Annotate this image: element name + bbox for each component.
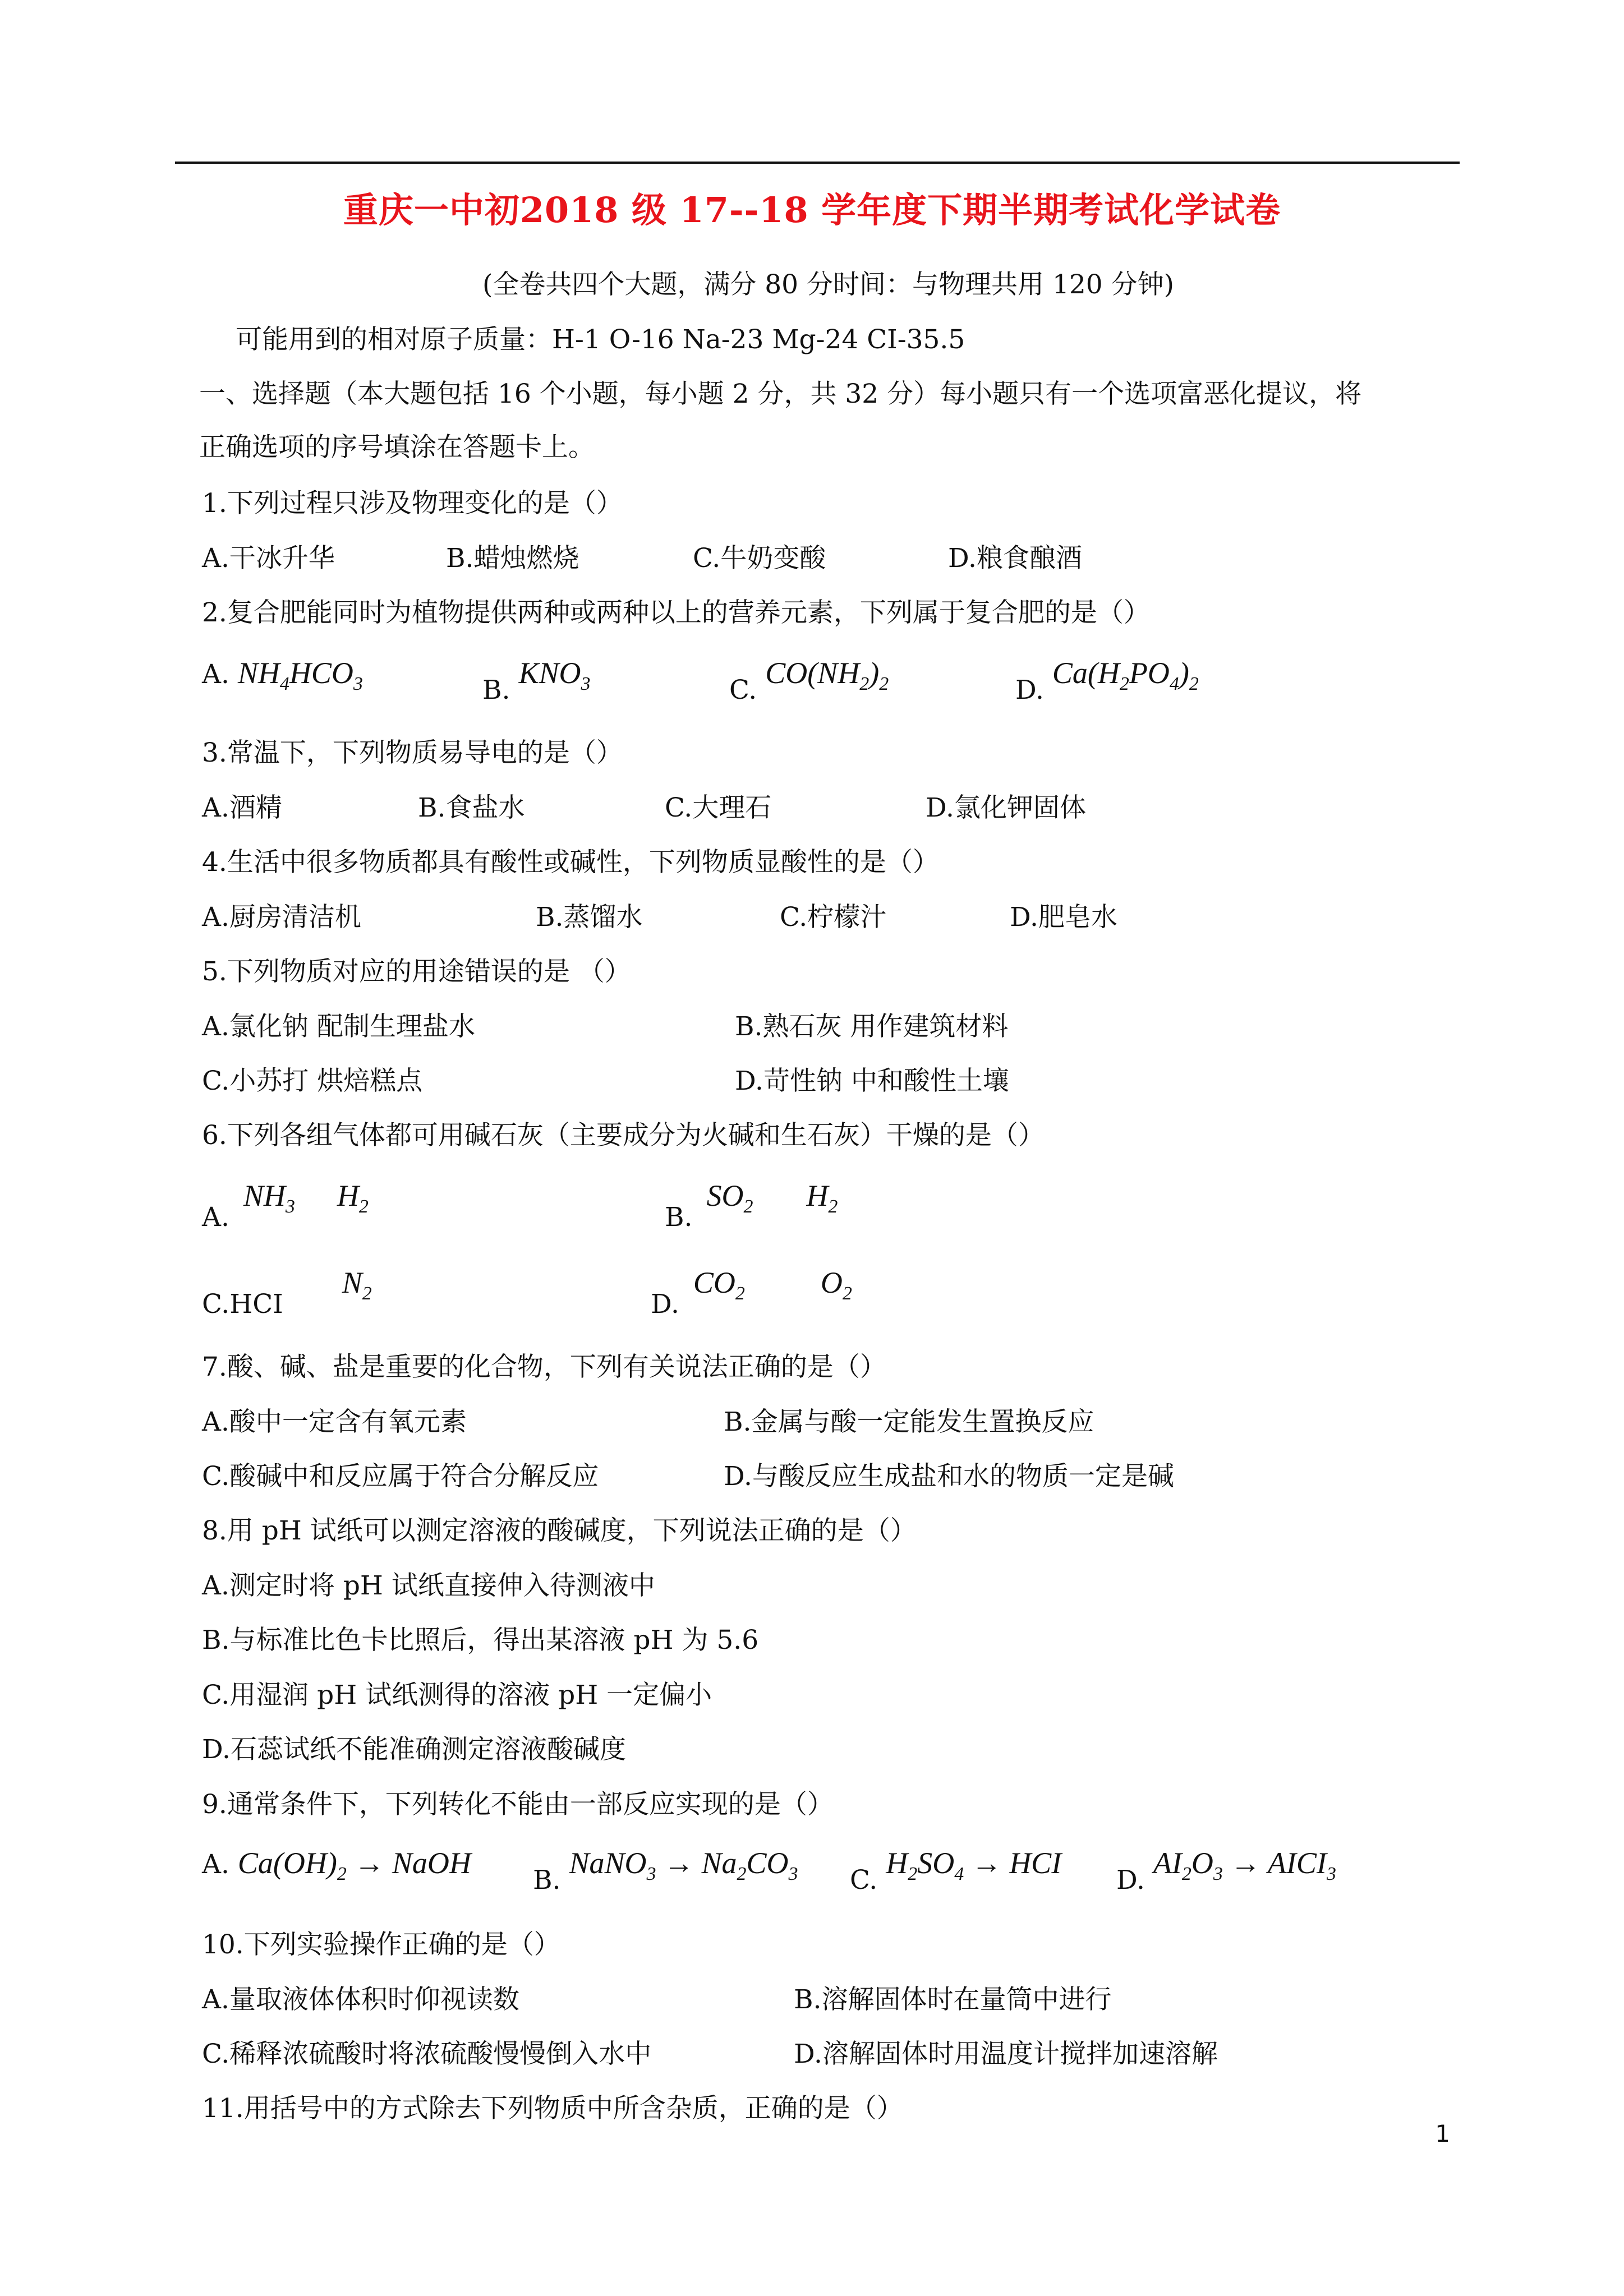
question-11-stem: 11.用括号中的方式除去下列物质中所含杂质，正确的是（） — [202, 2093, 903, 2124]
question-5-stem: 5.下列物质对应的用途错误的是 （） — [202, 956, 631, 987]
question-9-option-a — [202, 1845, 471, 1886]
question-4-option-a: A.厨房清洁机 — [202, 902, 361, 933]
option-label: D. — [1015, 675, 1044, 706]
question-8-option-c: C.用湿润 pH 试纸测得的溶液 pH 一定偏小 — [202, 1680, 712, 1711]
question-1-option-d: D.粮食酿酒 — [948, 543, 1082, 574]
question-1-option-b: B.蜡烛燃烧 — [446, 543, 579, 574]
question-10-option-a: A.量取液体体积时仰视读数 — [202, 1984, 519, 2015]
formula-co2: $CO_2$ — [693, 1266, 745, 1304]
question-3-option-a: A.酒精 — [202, 792, 282, 823]
question-3-option-d: D.氯化钾固体 — [926, 792, 1086, 823]
section-intro-line1: 一、选择题（本大题包括 16 个小题，每小题 2 分，共 32 分）每小题只有一个选项富恶化提议，将 — [199, 379, 1362, 409]
question-1-option-a: A.干冰升华 — [202, 543, 335, 574]
formula-urea: $CO(NH_2)_2$ — [765, 656, 889, 694]
question-2-option-d — [1015, 655, 1199, 706]
question-8-option-a: A.测定时将 pH 试纸直接伸入待测液中 — [202, 1570, 655, 1601]
option-label: A. — [202, 1849, 229, 1880]
question-6-stem: 6.下列各组气体都可用碱石灰（主要成分为火碱和生石灰）干燥的是（） — [202, 1120, 1045, 1151]
option-label: C. — [850, 1865, 878, 1896]
formula-caoh2-to-naoh: $Ca(OH)_2$ → NaOH — [237, 1846, 471, 1884]
option-label: A. — [202, 1202, 229, 1233]
formula-so2: $SO_2$ — [706, 1179, 753, 1217]
formula-h2: $H_2$ — [337, 1179, 369, 1217]
question-8-option-b: B.与标准比色卡比照后，得出某溶液 pH 为 5.6 — [202, 1625, 759, 1656]
question-6-option-b — [665, 1178, 838, 1233]
option-label: B. — [665, 1202, 693, 1233]
option-label: C. — [729, 675, 757, 706]
formula-h2so4-to-hci: $H_2SO_4$ → HCI — [886, 1846, 1062, 1884]
formula-ai2o3-to-aici3: $AI_2O_3$ → $AICI_3$ — [1153, 1846, 1336, 1884]
option-label: C.HCI — [202, 1289, 283, 1320]
formula-nh3: $NH_3$ — [243, 1179, 295, 1217]
question-7-option-b: B.金属与酸一定能发生置换反应 — [724, 1407, 1094, 1437]
question-3-stem: 3.常温下，下列物质易导电的是（） — [202, 737, 623, 768]
question-5-option-d: D.苛性钠 中和酸性土壤 — [735, 1066, 1009, 1096]
question-10-option-b: B.溶解固体时在量筒中进行 — [794, 1984, 1112, 2015]
formula-n2: $N_2$ — [342, 1266, 372, 1304]
question-10-stem: 10.下列实验操作正确的是（） — [202, 1929, 560, 1960]
exam-subtitle: (全卷共四个大题，满分 80 分时间：与物理共用 120 分钟) — [482, 269, 1174, 300]
option-label: D. — [1116, 1865, 1145, 1896]
question-5-option-a: A.氯化钠 配制生理盐水 — [202, 1011, 475, 1042]
question-10-option-c: C.稀释浓硫酸时将浓硫酸慢慢倒入水中 — [202, 2039, 652, 2069]
question-3-option-c: C.大理石 — [665, 792, 772, 823]
question-9-option-d — [1116, 1845, 1336, 1896]
question-6-option-d — [651, 1265, 852, 1320]
page-title: 重庆一中初2018 级 17--18 学年度下期半期考试化学试卷 — [343, 190, 1281, 230]
formula-ca-h2po4-2: $Ca(H_2PO_4)_2$ — [1052, 656, 1199, 694]
option-label: B. — [482, 675, 510, 706]
formula-nh4hco3: $NH_4HCO_3$ — [237, 656, 363, 694]
question-7-stem: 7.酸、碱、盐是重要的化合物，下列有关说法正确的是（） — [202, 1352, 886, 1382]
option-label: B. — [533, 1865, 561, 1896]
question-4-stem: 4.生活中很多物质都具有酸性或碱性，下列物质显酸性的是（） — [202, 847, 939, 878]
question-2-option-b — [482, 655, 591, 706]
page-number: 1 — [1435, 2120, 1450, 2147]
question-8-stem: 8.用 pH 试纸可以测定溶液的酸碱度，下列说法正确的是（） — [202, 1515, 917, 1546]
option-label: D. — [651, 1289, 679, 1320]
question-3-option-b: B.食盐水 — [418, 792, 525, 823]
question-7-option-a: A.酸中一定含有氧元素 — [202, 1407, 467, 1437]
question-9-stem: 9.通常条件下，下列转化不能由一部反应实现的是（） — [202, 1789, 834, 1820]
formula-h2: $H_2$ — [806, 1179, 838, 1217]
question-10-option-d: D.溶解固体时用温度计搅拌加速溶解 — [794, 2039, 1218, 2069]
question-1-option-c: C.牛奶变酸 — [693, 543, 826, 574]
question-1-stem: 1.下列过程只涉及物理变化的是（） — [202, 488, 623, 519]
question-2-option-a — [202, 655, 363, 696]
question-4-option-b: B.蒸馏水 — [536, 902, 643, 933]
formula-kno3: $KNO_3$ — [518, 656, 591, 694]
formula-o2: $O_2$ — [820, 1266, 852, 1304]
question-6-option-a — [202, 1178, 369, 1233]
question-4-option-d: D.肥皂水 — [1010, 902, 1117, 933]
atomic-masses: 可能用到的相对原子质量：H-1 O-16 Na-23 Mg-24 CI-35.5 — [236, 324, 965, 355]
option-label: A. — [202, 659, 229, 690]
section-intro-line2: 正确选项的序号填涂在答题卡上。 — [199, 432, 595, 463]
question-2-option-c — [729, 655, 889, 706]
question-9-option-b — [533, 1845, 798, 1896]
question-7-option-d: D.与酸反应生成盐和水的物质一定是碱 — [724, 1461, 1174, 1492]
question-5-option-b: B.熟石灰 用作建筑材料 — [735, 1011, 1009, 1042]
question-5-option-c: C.小苏打 烘焙糕点 — [202, 1066, 423, 1096]
question-9-option-c — [850, 1845, 1062, 1896]
question-7-option-c: C.酸碱中和反应属于符合分解反应 — [202, 1461, 599, 1492]
question-2-stem: 2.复合肥能同时为植物提供两种或两种以上的营养元素，下列属于复合肥的是（） — [202, 597, 1150, 628]
question-8-option-d: D.石蕊试纸不能准确测定溶液酸碱度 — [202, 1734, 626, 1765]
formula-nano3-to-na2co3: NaNO$_3$ → $Na_2CO_3$ — [569, 1846, 798, 1884]
header-rule — [175, 162, 1460, 164]
question-6-option-c — [202, 1265, 372, 1320]
question-4-option-c: C.柠檬汁 — [780, 902, 887, 933]
